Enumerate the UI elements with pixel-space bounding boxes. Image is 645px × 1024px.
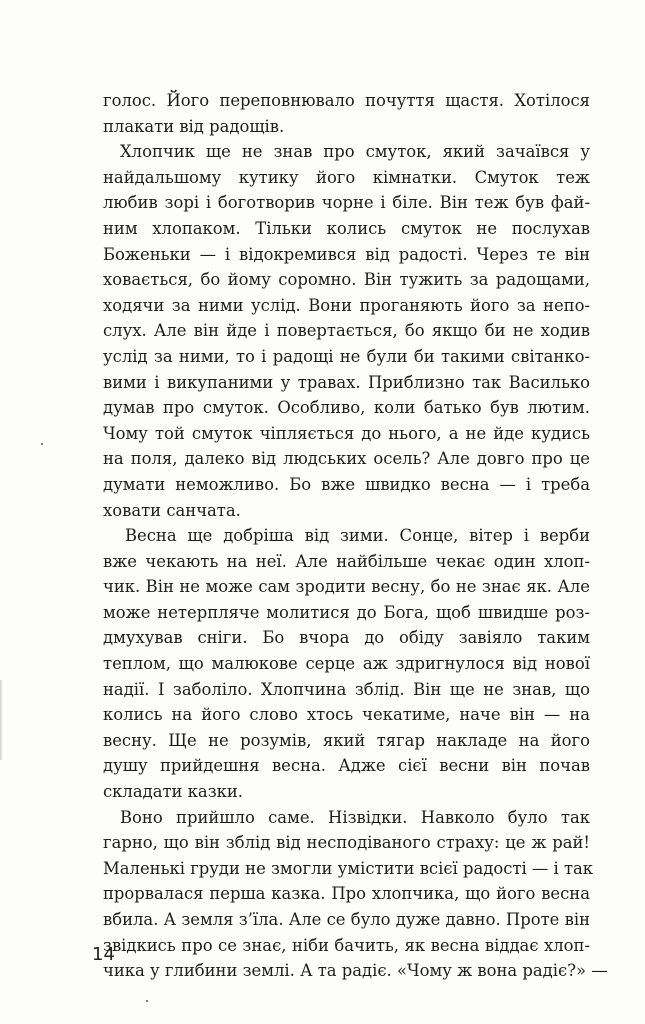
text-line: складати казки. — [103, 782, 244, 802]
text-line: дмухував сніги. Бо вчора до обіду завіяло таким — [103, 628, 590, 648]
text-line: думати неможливо. Бо вже швидко весна — і треба — [103, 474, 590, 494]
page-edge-shadow — [0, 680, 3, 760]
book-page-text — [103, 88, 608, 984]
text-line: колись на його слово хтось чекатиме, наче він — на — [103, 705, 590, 725]
text-line: ходячи за ними услід. Вони проганяють його за непо- — [103, 295, 590, 315]
text-line: найдальшому кутику його кімнатки. Смуток теж — [103, 167, 590, 187]
text-line: прорвалася перша казка. Про хлопчика, що його весна — [103, 884, 590, 904]
text-line: на поля, далеко від людських осель? Але довго про це — [103, 449, 590, 469]
text-line: Чому той смуток чіпляється до нього, а не йде кудись — [103, 423, 590, 443]
text-line: Маленькі груди не змогли умістити всієї радості — і так — [103, 858, 594, 878]
text-line: думав про смуток. Особливо, коли батько був лютим. — [103, 398, 590, 418]
text-line: весну. Ще не розумів, який тягар накладе на його — [103, 730, 590, 750]
scan-speck — [146, 1000, 148, 1002]
text-line: ховається, бо йому соромно. Він тужить за радощами, — [103, 270, 590, 290]
text-line: ховати санчата. — [103, 500, 241, 520]
text-line: чика у глибини землі. А та радіє. «Чому ж вона радіє?» — — [103, 961, 608, 981]
text-line: надії. І заболіло. Хлопчина зблід. Він ще не знав, що — [103, 679, 590, 699]
text-line: Боженьки — і відокремився від радості. Через те він — [103, 244, 590, 264]
text-line: гарно, що він зблід від несподіваного страху: це ж рай! — [103, 833, 590, 853]
text-line: може нетерпляче молитися до Бога, щоб швидше роз- — [103, 602, 590, 622]
text-line: услід за ними, то і радощі не були би такими світанко- — [103, 346, 590, 366]
paragraph-first-line: Воно прийшло саме. Нізвідки. Навколо було так — [120, 807, 590, 827]
scan-speck — [41, 443, 43, 445]
text-line: плакати від радощів. — [103, 116, 285, 136]
page-number: 14 — [92, 944, 115, 965]
text-line: вбила. А земля з’їла. Але се було дуже давно. Проте він — [103, 910, 590, 929]
text-line: душу прийдешня весна. Адже сієї весни він почав — [103, 756, 590, 776]
text-line: вими і викупаними у травах. Приблизно так Василько — [103, 372, 590, 392]
text-line: звідкись про се знає, ніби бачить, як весна віддає хлоп- — [103, 935, 590, 955]
text-line: ним хлопаком. Тільки колись смуток не послухав — [103, 218, 590, 238]
text-line: слух. Але він йде і повертається, бо якщо би не ходив — [103, 321, 590, 341]
text-line: чик. Він не може сам зродити весну, бо не знає як. Але — [103, 577, 590, 597]
paragraph-first-line: Хлопчик ще не знав про смуток, який зачаївся у — [120, 142, 590, 162]
paragraph-first-line: Весна ще добріша від зими. Сонце, вітер і верби — [125, 526, 590, 546]
text-line: вже чекають на неї. Але найбільше чекає один хлоп- — [103, 551, 590, 571]
text-line: любив зорі і боготворив чорне і біле. Він теж був фай- — [103, 193, 590, 213]
text-line: голос. Його переповнювало почуття щастя. Хотілося — [103, 91, 590, 110]
text-line: теплом, що малюкове серце аж здригнулося від нової — [103, 654, 590, 674]
